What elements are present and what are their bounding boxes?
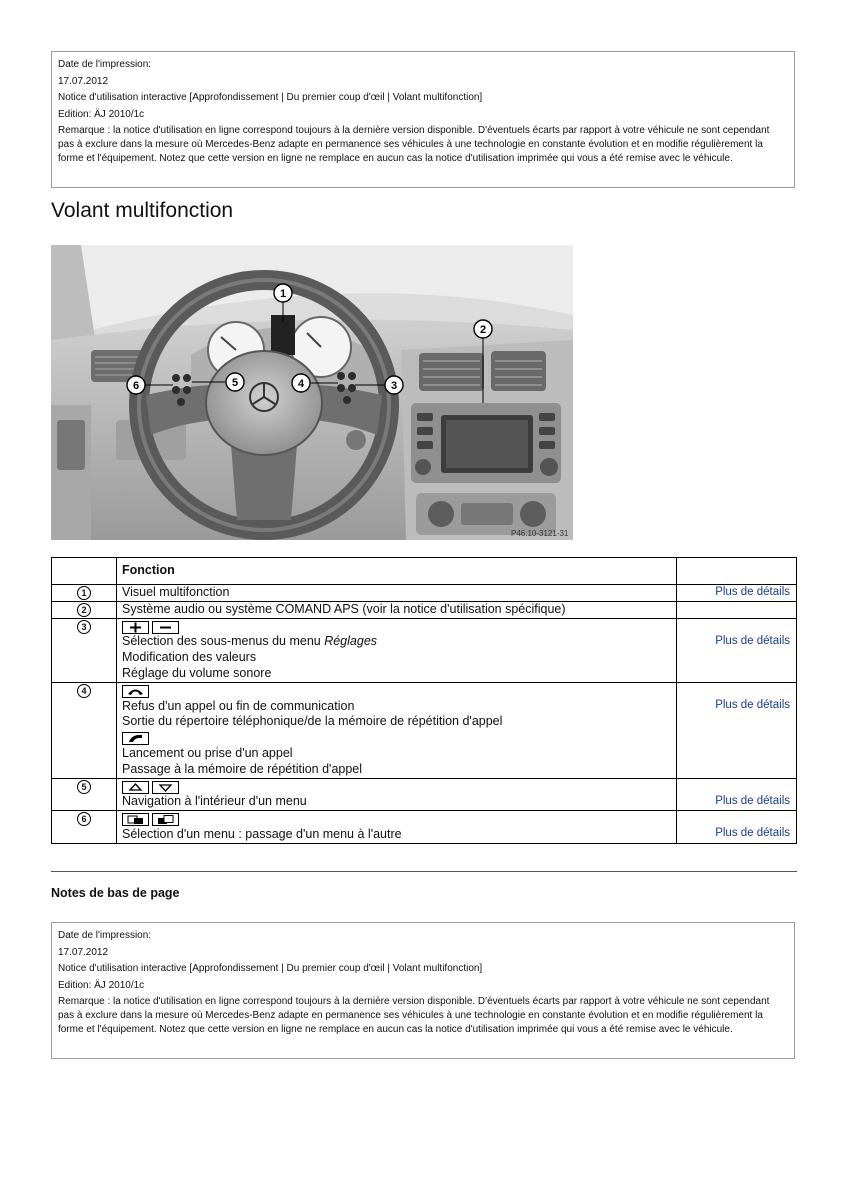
number-6-icon: 6 <box>77 812 91 826</box>
number-3-icon: 3 <box>77 620 91 634</box>
row-description: Refus d'un appel ou fin de communication <box>122 698 355 713</box>
menu-forward-icon <box>152 813 179 826</box>
svg-text:1: 1 <box>279 288 287 300</box>
row-description: Visuel multifonction <box>117 585 677 602</box>
function-table <box>51 557 797 844</box>
print-info-box-bottom <box>51 922 795 1059</box>
menu-back-icon <box>122 813 149 826</box>
callout-2 <box>474 320 492 338</box>
more-details-link[interactable]: Plus de détails <box>715 698 790 711</box>
print-date: 17.07.2012 <box>58 75 109 87</box>
more-details-link[interactable]: Plus de détails <box>715 827 790 840</box>
row-description: Sortie du répertoire téléphonique/de la mémoire de répétition d'appel <box>122 714 503 729</box>
footnotes-heading: Notes de bas de page <box>51 886 180 900</box>
row-description: Réglage du volume sonore <box>122 665 272 680</box>
row-description: Sélection d'un menu : passage d'un menu à l'autre <box>122 826 402 841</box>
callout-4 <box>292 374 310 392</box>
number-1-icon: 1 <box>77 586 91 600</box>
breadcrumb: Notice d'utilisation interactive [Approfondissement | Du premier coup d'œil | Volant multifonction] <box>58 92 483 104</box>
page-title: Volant multifonction <box>51 199 234 222</box>
svg-text:6: 6 <box>132 380 140 392</box>
print-info-box-top <box>51 51 795 188</box>
remark: Remarque : la notice d'utilisation en ligne correspond toujours à la dernière version disponible. D'éventuels écarts par rapport à votre véhicule ne sont cependant pas à exclure dans la mesure où Mercedes-Benz adapte en permanence ses véhicules à une technologie en constante évolution et en modifie régulièrement la forme et l'équipement. Notez que cette version en ligne ne remplace en aucun cas la notice d'utilisation imprimée qui vous a été remise avec le véhicule. <box>58 125 770 164</box>
more-details-link[interactable]: Plus de détails <box>715 794 790 807</box>
end-call-icon <box>122 685 149 698</box>
minus-button-icon <box>152 621 179 634</box>
table-row <box>52 601 797 618</box>
more-details-link[interactable]: Plus de détails <box>715 634 790 647</box>
svg-text:3: 3 <box>390 380 398 392</box>
print-date-label: Date de l'impression: <box>58 930 152 941</box>
table-row <box>52 585 797 602</box>
callout-3 <box>385 376 403 394</box>
table-header-row <box>52 558 797 585</box>
print-date: 17.07.2012 <box>58 946 109 958</box>
steering-wheel-illustration <box>51 245 573 540</box>
edition: Edition: ÄJ 2010/1c <box>58 108 145 120</box>
svg-text:5: 5 <box>231 377 239 389</box>
row-description: Lancement ou prise d'un appel <box>122 745 293 760</box>
svg-text:4: 4 <box>297 378 305 390</box>
row-description: Modification des valeurs <box>122 650 257 665</box>
svg-text:2: 2 <box>479 324 487 336</box>
figure-code: P46.10-3121-31 <box>511 529 569 538</box>
arrow-down-icon <box>152 781 179 794</box>
column-header-function: Fonction <box>117 558 677 585</box>
table-row <box>52 811 797 844</box>
table-row <box>52 618 797 682</box>
more-details-link[interactable]: Plus de détails <box>677 585 797 602</box>
callout-6 <box>127 376 145 394</box>
table-row <box>52 778 797 811</box>
arrow-up-icon <box>122 781 149 794</box>
number-5-icon: 5 <box>77 780 91 794</box>
print-date-label: Date de l'impression: <box>58 59 152 70</box>
edition: Edition: ÄJ 2010/1c <box>58 979 145 991</box>
callout-5 <box>226 373 244 391</box>
accept-call-icon <box>122 732 149 745</box>
row-description: Sélection des sous-menus du menu Réglages <box>122 634 378 649</box>
breadcrumb: Notice d'utilisation interactive [Approfondissement | Du premier coup d'œil | Volant multifonction] <box>58 963 483 975</box>
row-description: Système audio ou système COMAND APS (voir la notice d'utilisation spécifique) <box>117 601 677 618</box>
plus-button-icon <box>122 621 149 634</box>
remark: Remarque : la notice d'utilisation en ligne correspond toujours à la dernière version disponible. D'éventuels écarts par rapport à votre véhicule ne sont cependant pas à exclure dans la mesure où Mercedes-Benz adapte en permanence ses véhicules à une technologie en constante évolution et en modifie régulièrement la forme et l'équipement. Notez que cette version en ligne ne remplace en aucun cas la notice d'utilisation imprimée qui vous a été remise avec le véhicule. <box>58 996 770 1035</box>
number-4-icon: 4 <box>77 684 91 698</box>
divider <box>51 871 797 872</box>
row-description: Passage à la mémoire de répétition d'appel <box>122 761 363 776</box>
table-row <box>52 682 797 778</box>
row-description: Navigation à l'intérieur d'un menu <box>122 794 307 809</box>
number-2-icon: 2 <box>77 603 91 617</box>
callout-1 <box>274 284 292 302</box>
